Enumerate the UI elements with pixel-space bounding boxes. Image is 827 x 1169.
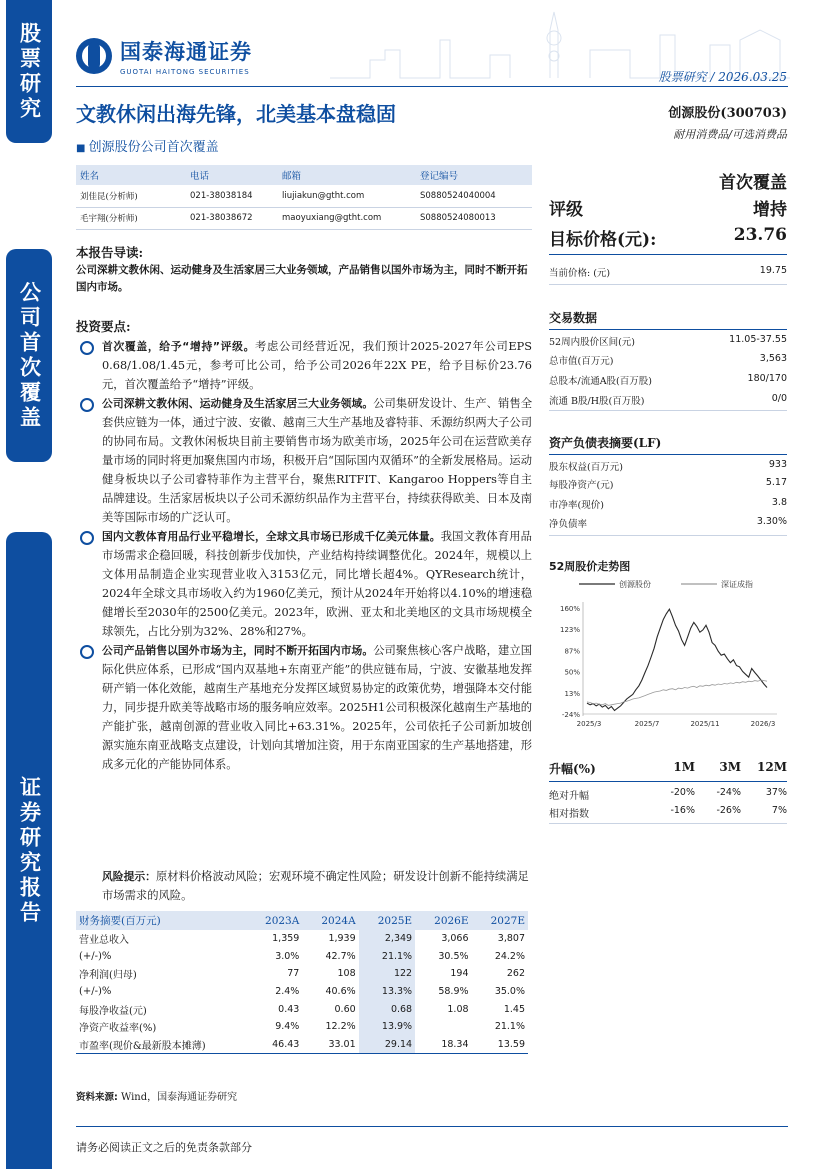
chart-title: 52周股价走势图: [549, 560, 631, 573]
side-band: [0, 0, 57, 1169]
legend-label: 创源股份: [619, 580, 651, 589]
legend-label: 深证成指: [721, 580, 753, 589]
logo-text-cn: 国泰海通证券: [120, 40, 252, 64]
industry: 耐用消费品/可选消费品: [673, 128, 787, 141]
y-tick-label: 160%: [559, 605, 580, 613]
list-item: 首次覆盖，给予“增持”评级。考虑公司经营近况，我们预计2025-2027年公司EPS 0.68/1.08/1.45元，参考可比公司，给予公司2026年22X PE，给予目标价23.76元，首次覆盖给予“增持”评级。: [76, 337, 532, 394]
balance-title: 资产负债表摘要(LF): [549, 434, 787, 455]
analyst-header-phone: 电话: [186, 165, 278, 185]
stock-price-chart: [549, 572, 787, 737]
rating-value: 增持: [753, 200, 787, 220]
analyst-header-name: 姓名: [76, 165, 186, 185]
footer-disclaimer: 请务必阅读正文之后的免责条款部分: [76, 1141, 252, 1154]
analyst-email-link[interactable]: liujiakun@gtht.com: [278, 185, 416, 207]
guide-text: 公司深耕文教休闲、运动健身及生活家居三大业务领域，产品销售以国外市场为主，同时不断开拓国内市场。: [76, 264, 528, 293]
risk-warning: 风险提示：原材料价格波动风险；宏观环境不确定性风险；研发设计创新不能持续满足市场需求的风险。: [102, 870, 529, 902]
table-row: 每股净收益(元) 0.43 0.60 0.68 1.08 1.45: [76, 1000, 528, 1018]
investment-title: 投资要点:: [76, 319, 131, 334]
target-price-value: 23.76: [733, 225, 787, 245]
logo-icon: [76, 38, 112, 74]
y-tick-label: 123%: [559, 626, 580, 635]
report-subtitle: ■ 创源股份公司首次覆盖: [76, 136, 219, 155]
company-logo: [76, 36, 252, 76]
list-item: 国内文教体育用品行业平稳增长，全球文具市场已形成千亿美元体量。我国文教体育用品市场需求企稳回暖，科技创新步伐加快，产业结构持续调整优化。2024年，规模以上文体用品制造企业实现营业收入3153亿元，同比增长超4%。QYResearch统计，2024年全球文具市场收入约为1960亿美元，预计从2024年开始将以4.10%的增速稳健增长至2030年的2500亿美元。2023年，欧洲、亚太和北美地区的文具市场规模全球领先，占比分别为32%、28%和27%。: [76, 527, 532, 641]
company-name: 创源股份(300703): [668, 106, 787, 121]
trade-data-title: 交易数据: [549, 309, 787, 330]
list-item: 公司产品销售以国外市场为主，同时不断开拓国内市场。公司聚焦核心客户战略，建立国际化供应体系，已形成“国内双基地+东南亚产能”的供应链布局，宁波、安徽基地发挥研产销一体化效能，越南生产基地充分发挥区域贸易协定的政策优势，增强降本交付能力，同步提升欧美等战略市场的服务响应效率。2025H1公司积极深化越南生产基地的产能扩张，越南创源的营业收入同比+63.31%。2025年，公司依托子公司新加坡创源实施东南亚战略支点建设，计划向其增加注资，用于东南亚国家的生产基地搭建，形成多元化的产能协同体系。: [76, 641, 532, 774]
logo-text-en: GUOTAI HAITONG SECURITIES: [120, 68, 250, 76]
current-price-row: 当前价格: (元) 19.75: [549, 265, 787, 279]
y-tick-label: 50%: [564, 668, 580, 677]
trade-row: 总股本/流通A股(百万股) 180/170: [549, 373, 787, 387]
rating-row: 评级 增持: [549, 195, 787, 220]
analyst-email-link[interactable]: maoyuxiang@gtht.com: [278, 207, 416, 229]
investment-bullets: [76, 337, 532, 774]
performance-row: 相对指数 -16% -26% 7%: [549, 805, 787, 820]
table-row: 毛宇翔(分析师) 021-38038672 maoyuxiang@gtht.com S0880524080013: [76, 207, 532, 229]
data-source: 资料来源: Wind，国泰海通证券研究: [76, 1092, 238, 1103]
table-row: 刘佳昆(分析师) 021-38038184 liujiakun@gtht.com S0880524040004: [76, 185, 532, 207]
side-label-securities-report: 证券研究报告: [6, 532, 52, 1169]
table-row: 市盈率(现价&最新股本摊薄) 46.43 33.01 29.14 18.34 13.59: [76, 1036, 528, 1054]
table-row: (+/-)% 2.4% 40.6% 13.3% 58.9% 35.0%: [76, 983, 528, 1001]
analyst-header-id: 登记编号: [416, 165, 532, 185]
current-price-value: 19.75: [759, 265, 787, 276]
target-price-row: 目标价格(元): 23.76: [549, 225, 787, 250]
table-row: 净利润(归母) 77 108 122 194 262: [76, 965, 528, 983]
x-tick-label: 2025/11: [690, 720, 720, 728]
side-label-first-coverage: 公司首次覆盖: [6, 249, 52, 462]
x-tick-label: 2025/3: [576, 720, 602, 728]
series-line-stock: [587, 609, 767, 710]
series-line-index: [587, 680, 767, 705]
table-row: (+/-)% 3.0% 42.7% 21.1% 30.5% 24.2%: [76, 948, 528, 966]
balance-row: 市净率(现价) 3.8: [549, 497, 787, 511]
report-title: 文教休闲出海先锋，北美基本盘稳固: [76, 102, 396, 126]
header-divider: [76, 86, 788, 87]
list-item: 公司深耕文教休闲、运动健身及生活家居三大业务领域。公司集研发设计、生产、销售全套供应链为一体，通过宁波、安徽、越南三大生产基地及睿特菲、禾源纺织两大子公司的协同布局。文教休闲板块目前主要销售市场为欧美市场，2025年公司在运营欧美存量市场的同时将更加聚焦国内市场，积极开启“国际国内双循环”的全新发展格局。运动健身板块以子公司睿特菲作为主营平台，聚焦RITFIT、Kangaroo Hoppers等自主品牌建设。生活家居板块以子公司禾源纺织品作为主营平台，持续获得欧美、日本及南美等国际市场的广泛认可。: [76, 394, 532, 527]
balance-row: 股东权益(百万元) 933: [549, 459, 787, 473]
trade-row: 流通 B股/H股(百万股) 0/0: [549, 393, 787, 407]
report-type-date: 股票研究 / 2026.03.25: [658, 70, 787, 84]
y-tick-label: 13%: [564, 689, 580, 698]
balance-row: 每股净资产(元) 5.17: [549, 477, 787, 491]
coverage-label: 首次覆盖: [719, 173, 787, 193]
trade-row: 52周内股价区间(元) 11.05-37.55: [549, 334, 787, 348]
analyst-header-email: 邮箱: [278, 165, 416, 185]
analyst-table: [76, 165, 532, 230]
performance-row: 绝对升幅 -20% -24% 37%: [549, 787, 787, 802]
table-row: 营业总收入 1,359 1,939 2,349 3,066 3,807: [76, 930, 528, 948]
table-row: 净资产收益率(%) 9.4% 12.2% 13.9% 21.1%: [76, 1018, 528, 1036]
balance-row: 净负债率 3.30%: [549, 516, 787, 530]
guide-title: 本报告导读:: [76, 245, 144, 260]
x-tick-label: 2025/7: [634, 720, 660, 728]
trade-row: 总市值(百万元) 3,563: [549, 353, 787, 367]
financial-summary-table: 财务摘要(百万元) 2023A 2024A 2025E 2026E 2027E 营业总收入 1,359 1,939 2,349 3,066 3,807 (+/-)% 3.0% 42.7% 21.1% 30.5% 24.2% 净利润(归母) 77 108 122 194 262 (+/-)% 2.4% 40.6% 13.3% 58.9% 35.0% 每股净收益(元) 0.43 0.60 0.68 1.08 1.45 净资产收益率(%) 9.4% 12.2% 13.9% 21.1% 市盈率(现价&最新股本摊薄) 46.43 33.01 29.14 18.34 13.59: [76, 911, 528, 1054]
x-tick-label: 2026/3: [750, 720, 776, 728]
y-tick-label: 87%: [564, 647, 580, 656]
side-label-stock-research: 股票研究: [6, 0, 52, 143]
performance-header: 升幅(%) 1M 3M 12M: [549, 760, 787, 782]
y-tick-label: -24%: [561, 711, 580, 719]
